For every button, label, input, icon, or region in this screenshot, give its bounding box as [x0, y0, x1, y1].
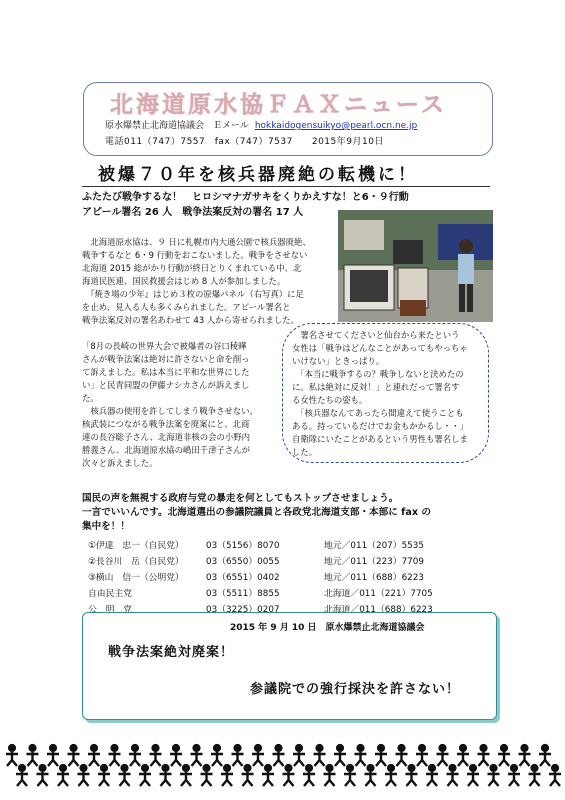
subheading: ふたたび戦争するな！ ヒロシマナガサキをくりかえすな！と6・９行動: [82, 192, 409, 203]
text-line: 北海道原水協は、９ 日に札幌市内大通公園で核兵器廃絶、: [82, 237, 311, 247]
figure-icon: [416, 744, 428, 766]
text-line: 女性は「戦争はどんなことがあってもやっちゃ: [292, 343, 468, 353]
figure-icon: [242, 764, 254, 786]
figure-icon: [252, 744, 264, 766]
figure-icon: [160, 764, 172, 786]
contact-tokyo: 03（6551）0402: [206, 573, 280, 583]
text-line: 「本当に戦争するの？戦争しないと決めたの: [292, 369, 464, 379]
figure-icon: [119, 764, 131, 786]
figure-icon: [47, 744, 59, 766]
figure-icon: [109, 744, 121, 766]
figure-icon: [406, 764, 418, 786]
figure-icon: [519, 744, 531, 766]
contact-local: 北海道／011（221）7705: [324, 589, 433, 599]
figure-icon: [27, 744, 39, 766]
contact-tokyo: 03（6550）0055: [206, 557, 280, 567]
text-line: 戦争するなと 6・9 行動をおこないました。戦争をさせない: [82, 250, 308, 260]
statement-date: 2015 年 9 月 10 日 原水爆禁止北海道協議会: [230, 623, 425, 633]
contact-local: 地元／011（207）5535: [324, 541, 424, 551]
figure-icon: [211, 744, 223, 766]
figure-icon: [365, 764, 377, 786]
figure-icon: [57, 764, 69, 786]
newsletter-title: 北海道原水協ＦＡＸニュース: [110, 92, 447, 118]
text-line: 集中を！！: [82, 521, 130, 532]
figure-icon: [508, 764, 520, 786]
contact-line: 電話011（747）7557 fax（747）7537 2015年9月10日: [105, 137, 384, 147]
figure-icon: [426, 764, 438, 786]
figure-icon: [303, 764, 315, 786]
text-line: ある。持っているだけでお金もかかるし・・」: [292, 421, 468, 431]
figure-icon: [334, 744, 346, 766]
figure-icon: [180, 764, 192, 786]
figure-icon: [16, 764, 28, 786]
text-line: 次々と訴えました。: [82, 458, 158, 468]
contact-local: 地元／011（223）7709: [324, 557, 424, 567]
text-line: 核兵器の使用を許してしまう戦争させない、: [82, 406, 258, 416]
figure-icon: [457, 744, 469, 766]
contact-local: 北海道／011（688）6223: [324, 605, 433, 615]
figure-icon: [549, 764, 561, 786]
text-line: 一言でいいんです。北海道選出の参議院議員と各政党北海道支部・本部に fax の: [82, 507, 431, 518]
text-line: 『焼き場の少年』はじめ３枚の原爆パネル（右写真）に足: [82, 289, 304, 299]
text-line: た。: [82, 393, 99, 403]
org-line: [105, 118, 417, 131]
statement-line-1: 戦争法案絶対廃案！: [108, 645, 235, 660]
figure-icon: [283, 764, 295, 786]
text-line: 自衛隊にいたことがあるという男性も署名しま: [292, 434, 468, 444]
appeal-text: [82, 492, 497, 534]
contact-tokyo: 03（5511）8855: [206, 589, 280, 599]
figure-icon: [150, 744, 162, 766]
text-line: 「核兵器なんてあったら間違えて使うことも: [292, 408, 464, 418]
headline: 被爆７０年を核兵器廃絶の転機に！: [98, 165, 418, 185]
figure-icon: [37, 764, 49, 786]
figure-icon: [201, 764, 213, 786]
figure-icon: [355, 744, 367, 766]
text-line: 勝義さん、北海道原水協の嶋田千津子さんが: [82, 445, 251, 455]
figure-icon: [324, 764, 336, 786]
figure-icon: [293, 744, 305, 766]
figure-icon: [539, 744, 551, 766]
text-line: に。私は絶対に反対！」と連れだって署名す: [292, 382, 460, 392]
contact-tokyo: 03（5156）8070: [206, 541, 280, 551]
text-line: 核武装につながる戦争法案を廃案にと、北商: [82, 419, 250, 429]
contact-name: 自由民主党: [88, 589, 132, 599]
figure-icon: [467, 764, 479, 786]
figure-icon: [191, 744, 203, 766]
text-line: 北海道 2015 総がかり行動が終日とりくまれている中、北: [82, 263, 302, 273]
figure-icon: [139, 764, 151, 786]
article-intro: [82, 236, 334, 327]
text-line: 連の長谷聡子さん、北海道非核の会の小野内: [82, 432, 251, 442]
divider: [82, 186, 490, 187]
contact-table: [88, 537, 454, 617]
text-line: る女性たちの姿も。: [292, 395, 368, 405]
text-line: いけない」ときっぱり。: [292, 356, 385, 366]
event-photo: [338, 210, 493, 322]
figure-icon: [447, 764, 459, 786]
contact-tokyo: 03（3225）0207: [206, 605, 280, 615]
figure-icon: [262, 764, 274, 786]
contact-name: ③横山 信一（公明党）: [88, 573, 184, 583]
decorative-figures-border: [0, 740, 565, 790]
figure-icon: [98, 764, 110, 786]
contact-row: [88, 537, 454, 553]
text-line: 署名させてくださいと仙台から来たという: [292, 330, 460, 340]
text-line: 「8月の長崎の世界大会で被爆者の谷口稜曄: [82, 341, 247, 351]
figure-icon: [170, 744, 182, 766]
text-line: さんが戦争法案は絶対に許さないと命を削っ: [82, 354, 250, 364]
figure-icon: [437, 744, 449, 766]
figure-icon: [78, 764, 90, 786]
figure-icon: [273, 744, 285, 766]
bubble-text: [292, 329, 484, 459]
figure-icon: [385, 764, 397, 786]
contact-name: 公 明 党: [88, 605, 132, 615]
figure-icon: [6, 744, 18, 766]
contact-row: [88, 585, 454, 601]
text-line: 海道民医連、国民救援会はじめ 8 人が参加しました。: [82, 276, 286, 286]
figure-icon: [68, 744, 80, 766]
figure-icon: [221, 764, 233, 786]
figure-icon: [478, 744, 490, 766]
figure-icon: [529, 764, 541, 786]
article-quotes: [82, 340, 282, 470]
figure-icon: [129, 744, 141, 766]
text-line: 戦争法案反対の署名あわせて 43 人から寄せられました。: [82, 315, 299, 325]
figure-icon: [88, 744, 100, 766]
figure-icon: [498, 744, 510, 766]
contact-name: ②長谷川 岳（自民党）: [88, 557, 184, 567]
contact-row: [88, 553, 454, 569]
text-line: を止め、見入る人も多くみられました。アピール署名と: [82, 302, 291, 312]
text-line: 国民の声を無視する政府与党の暴走を何としてもストップさせましょう。: [82, 493, 399, 504]
contact-name: ①伊達 忠一（自民党）: [88, 541, 184, 551]
text-line: て訴えました。私は本当に平和な世界にした: [82, 367, 250, 377]
figure-icon: [375, 744, 387, 766]
figure-icon: [396, 744, 408, 766]
email-link[interactable]: hokkaidogensuikyo@pearl.ocn.ne.jp: [254, 121, 418, 131]
figure-icon: [488, 764, 500, 786]
org-name: 原水爆禁止北海道協議会 Ｅメール: [105, 121, 249, 131]
figure-icon: [344, 764, 356, 786]
statement-line-2: 参議院での強行採決を許さない！: [250, 682, 461, 697]
text-line: い」と民青同盟の伊藤ナシカさんが訴えまし: [82, 380, 250, 390]
contact-row: [88, 569, 454, 585]
contact-local: 地元／011（688）6223: [324, 573, 424, 583]
figure-icon: [232, 744, 244, 766]
figure-icon: [314, 744, 326, 766]
text-line: した。: [292, 447, 318, 457]
signature-count: アピール署名 26 人 戦争法案反対の署名 17 人: [82, 207, 304, 218]
